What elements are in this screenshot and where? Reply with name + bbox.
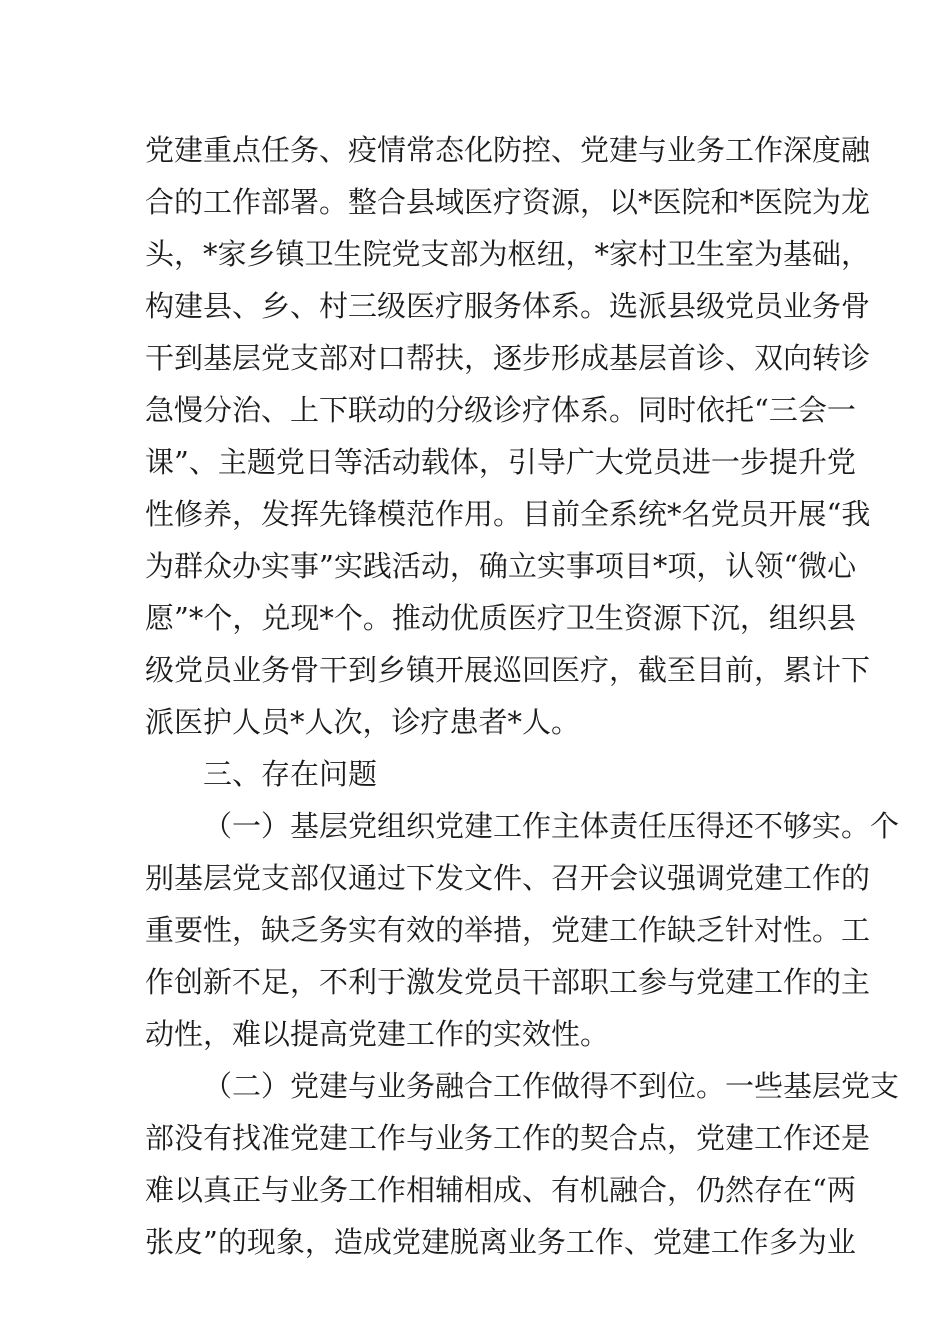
paragraph-1-line: 愿”*个，兑现*个。推动优质医疗卫生资源下沉，组织县 xyxy=(145,601,856,635)
section-heading: 三、存在问题 xyxy=(203,757,378,791)
paragraph-2-line: （一）基层党组织党建工作主体责任压得还不够实。个 xyxy=(203,809,900,843)
paragraph-1-line: 党建重点任务、疫情常态化防控、党建与业务工作深度融 xyxy=(145,133,871,167)
paragraph-2-line: 作创新不足，不利于激发党员干部职工参与党建工作的主 xyxy=(145,965,871,999)
paragraph-1-line: 干到基层党支部对口帮扶，逐步形成基层首诊、双向转诊 xyxy=(145,341,871,375)
paragraph-1-line: 派医护人员*人次，诊疗患者*人。 xyxy=(145,705,581,739)
paragraph-1-line: 为群众办实事”实践活动，确立实事项目*项，认领“微心 xyxy=(145,549,857,583)
paragraph-1-line: 构建县、乡、村三级医疗服务体系。选派县级党员业务骨 xyxy=(145,289,871,323)
paragraph-2-line: 别基层党支部仅通过下发文件、召开会议强调党建工作的 xyxy=(145,861,871,895)
paragraph-1-line: 合的工作部署。整合县域医疗资源，以*医院和*医院为龙 xyxy=(145,185,871,219)
paragraph-1-line: 级党员业务骨干到乡镇开展巡回医疗，截至目前，累计下 xyxy=(145,653,871,687)
paragraph-1-line: 急慢分治、上下联动的分级诊疗体系。同时依托“三会一 xyxy=(145,393,856,427)
paragraph-2-line: 动性，难以提高党建工作的实效性。 xyxy=(145,1017,610,1051)
paragraph-1-line: 课”、主题党日等活动载体，引导广大党员进一步提升党 xyxy=(145,445,856,479)
paragraph-3-line: 部没有找准党建工作与业务工作的契合点，党建工作还是 xyxy=(145,1121,871,1155)
paragraph-3-line: （二）党建与业务融合工作做得不到位。一些基层党支 xyxy=(203,1069,900,1103)
paragraph-3-line: 张皮”的现象，造成党建脱离业务工作、党建工作多为业 xyxy=(145,1225,856,1259)
paragraph-3-line: 难以真正与业务工作相辅相成、有机融合，仍然存在“两 xyxy=(145,1173,856,1207)
paragraph-1-line: 头，*家乡镇卫生院党支部为枢纽，*家村卫生室为基础， xyxy=(145,237,871,271)
paragraph-1-line: 性修养，发挥先锋模范作用。目前全系统*名党员开展“我 xyxy=(145,497,871,531)
paragraph-2-line: 重要性，缺乏务实有效的举措，党建工作缺乏针对性。工 xyxy=(145,913,871,947)
